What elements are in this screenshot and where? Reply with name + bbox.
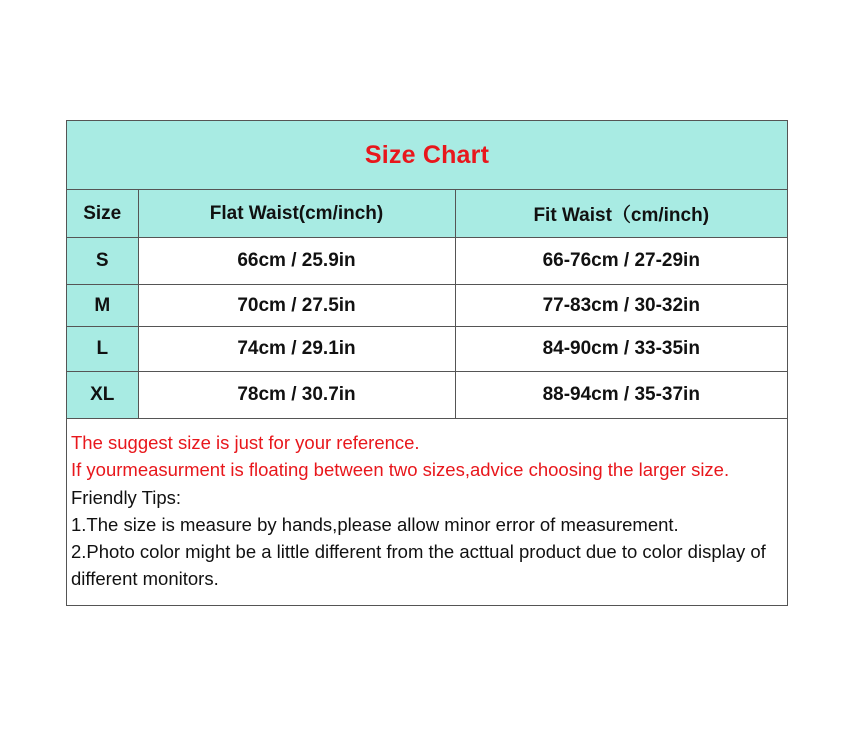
title-row — [67, 121, 787, 190]
header-size: Size — [67, 190, 138, 238]
fit-waist-cell: 84-90cm / 33-35in — [455, 327, 787, 372]
size-cell: M — [67, 285, 138, 327]
fit-waist-cell: 88-94cm / 35-37in — [455, 372, 787, 419]
flat-waist-cell: 78cm / 30.7in — [138, 372, 455, 419]
header-row — [67, 190, 787, 238]
size-cell: S — [67, 238, 138, 285]
header-flat-waist: Flat Waist(cm/inch) — [138, 190, 455, 238]
tip-1: 1.The size is measure by hands,please allow minor error of measurement. — [71, 513, 679, 535]
table-row — [67, 327, 787, 372]
notes-section — [67, 419, 787, 605]
table-row — [67, 372, 787, 419]
fit-waist-cell: 77-83cm / 30-32in — [455, 285, 787, 327]
size-chart — [66, 120, 788, 606]
flat-waist-cell: 66cm / 25.9in — [138, 238, 455, 285]
tips-heading: Friendly Tips: — [71, 486, 182, 508]
size-table — [67, 190, 787, 419]
flat-waist-cell: 74cm / 29.1in — [138, 327, 455, 372]
size-cell: XL — [67, 372, 138, 419]
fit-waist-cell: 66-76cm / 27-29in — [455, 238, 787, 285]
chart-title: Size Chart — [364, 140, 490, 169]
reference-note: The suggest size is just for your reference. — [71, 432, 420, 453]
table-row — [67, 285, 787, 327]
tip-2: 2.Photo color might be a little different from the acttual product due to color display of different monitors. — [71, 541, 766, 590]
flat-waist-cell: 70cm / 27.5in — [138, 285, 455, 327]
floating-note: If yourmeasurment is floating between two sizes,advice choosing the larger size. — [71, 459, 730, 481]
size-cell: L — [67, 327, 138, 372]
header-fit-waist: Fit Waist（cm/inch) — [455, 190, 787, 238]
table-row — [67, 238, 787, 285]
